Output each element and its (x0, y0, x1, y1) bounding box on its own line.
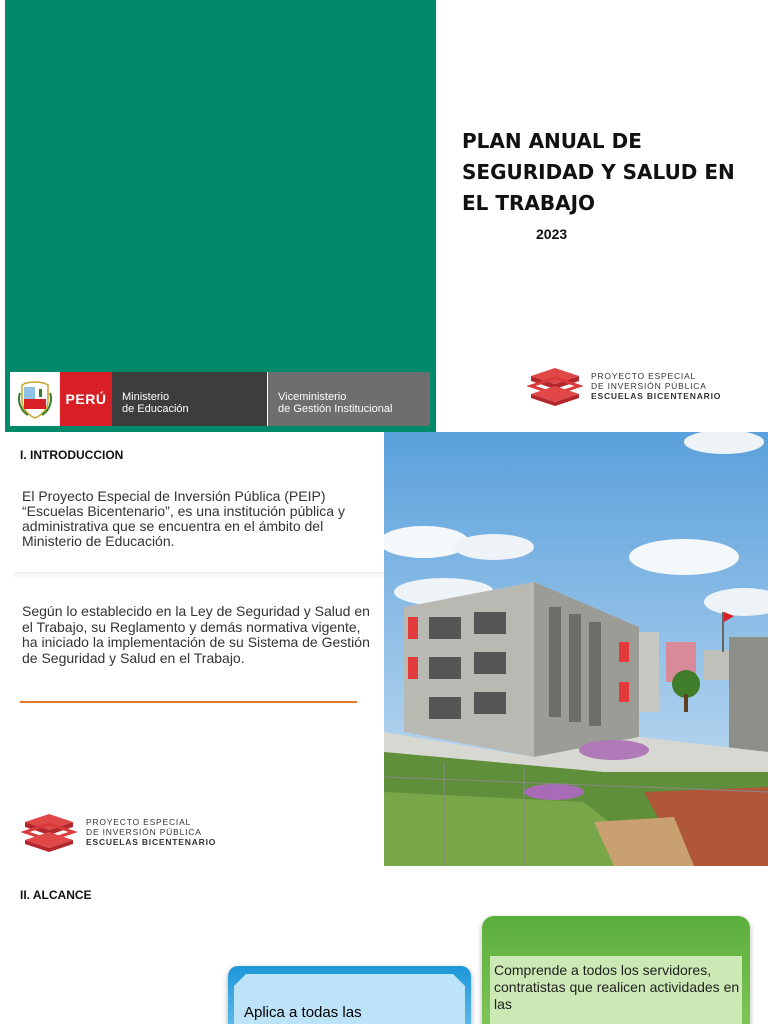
document-title: PLAN ANUAL DE SEGURIDAD Y SALUD EN EL TRABAJO (462, 129, 735, 215)
peip-logo (527, 366, 721, 406)
ministry-line1: Ministerio (122, 391, 170, 403)
document-year: 2023 (536, 226, 568, 242)
viceministry-label (268, 372, 430, 426)
introduction-heading: I. INTRODUCCION (20, 448, 124, 462)
ministry-line2: de Educación (122, 403, 189, 415)
vice-line1: Viceministerio (278, 391, 347, 403)
divider-shadow (14, 572, 384, 580)
scope-blue-box-text: Aplica a todas las (244, 1004, 362, 1021)
cover-green-panel (5, 0, 436, 432)
orange-divider (20, 701, 357, 703)
peru-label: PERÚ (60, 372, 112, 426)
scope-green-box-text: Comprende a todos los servidores, contratistas que realicen actividades en las (494, 962, 740, 1012)
peip-logo-small (20, 812, 216, 852)
peip-logo-line3: ESCUELAS BICENTENARIO (591, 391, 722, 401)
vice-line2: de Gestión Institucional (278, 403, 393, 415)
peip-logo-line1: PROYECTO ESPECIAL (86, 817, 192, 827)
peip-logo-line2: DE INVERSIÓN PÚBLICA (591, 381, 707, 391)
peip-logo-line3: ESCUELAS BICENTENARIO (86, 837, 217, 847)
introduction-slide (0, 432, 768, 866)
peip-logo-line2: DE INVERSIÓN PÚBLICA (86, 827, 202, 837)
government-banner (10, 372, 430, 426)
cover-slide (0, 0, 768, 432)
peip-books-icon (20, 812, 78, 852)
school-rendering-image (384, 432, 768, 866)
scope-blue-box (228, 966, 471, 1024)
scope-heading: II. ALCANCE (20, 888, 92, 902)
peip-logo-line1: PROYECTO ESPECIAL (591, 371, 697, 381)
scope-green-box (482, 916, 750, 1024)
ministry-label (112, 372, 268, 426)
scope-slide (0, 866, 768, 1024)
peip-books-icon (527, 366, 583, 406)
introduction-paragraph-2: Según lo establecido en la Ley de Seguridad y Salud en el Trabajo, su Reglamento y demás normativa vigente, ha iniciado la implementación de su Sistema de Gestión de Seguridad y Salud en el Trabajo. (22, 603, 370, 666)
peru-coat-of-arms-icon (10, 372, 60, 426)
introduction-paragraph-1: El Proyecto Especial de Inversión Pública (PEIP) “Escuelas Bicentenario”, es una institución pública y administrativa que se encuentra en el ámbito del Ministerio de Educación. (22, 488, 345, 549)
